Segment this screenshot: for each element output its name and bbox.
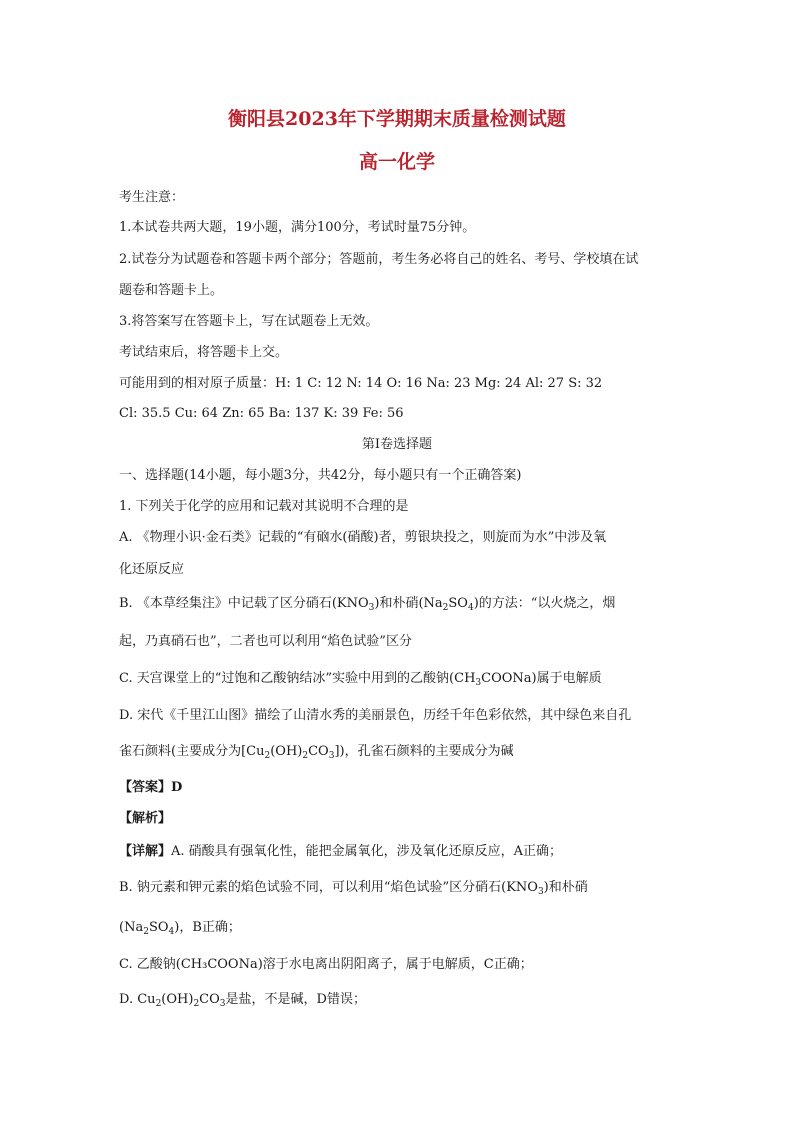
- notice-line-2a: 2.试卷分为试题卷和答题卡两个部分；答题前，考生务必将自己的姓名、考号、学校填在试: [119, 252, 639, 267]
- exam-subject: 高一化学: [358, 151, 435, 173]
- question-stem: 1. 下列关于化学的应用和记载对其说明不合理的是: [119, 499, 409, 514]
- option-d-line-1: D. 宋代《千里江山图》描绘了山清水秀的美丽景色，历经千年色彩依然，其中绿色来自孔: [119, 708, 632, 723]
- detail-line-b2: $(Na_2SO_4)$，B正确；: [119, 920, 241, 937]
- detail-line-c: C. 乙酸钠(CH₃COONa)溶于水电离出阴阳离子，属于电解质，C正确；: [119, 957, 533, 972]
- option-d-line-2: 雀石颜料(主要成分为$[Cu_2(OH)_2CO_3]$)，孔雀石颜料的主要成分为碱: [119, 744, 514, 761]
- notice-line-2b: 题卷和答题卡上。: [119, 283, 224, 298]
- option-a-line-1: A. 《物理小识·金石类》记载的“有硇水(硝酸)者，剪银块投之，则旋而为水”中涉及氧: [119, 530, 607, 545]
- option-b-line-1: B. 《本草经集注》中记载了区分硝石$(KNO_3)$和朴硝$(Na_2SO_4)$的方法：“以火烧之，烟: [119, 596, 616, 613]
- atomic-mass-line-1: 可能用到的相对原子质量：H: 1 C: 12 N: 14 O: 16 Na: 23 Mg: 24 Al: 27 S: 32: [119, 376, 603, 391]
- answer-label: 【答案】D: [119, 780, 183, 795]
- analysis-label: 【解析】: [119, 811, 172, 826]
- notice-heading: 考生注意：: [119, 190, 185, 205]
- option-c: C. 天宫课堂上的“过饱和乙酸钠结冰”实验中用到的乙酸钠$(CH_3COONa)$属于电解质: [119, 671, 602, 688]
- volume-heading: 第Ⅰ卷选择题: [361, 437, 433, 452]
- atomic-mass-line-2: Cl: 35.5 Cu: 64 Zn: 65 Ba: 137 K: 39 Fe: 56: [119, 406, 404, 421]
- notice-line-1: 1.本试卷共两大题，19小题，满分100分，考试时量75分钟。: [119, 220, 476, 235]
- exam-title: 衡阳县2023年下学期期末质量检测试题: [228, 108, 566, 130]
- notice-line-4: 考试结束后，将答题卡上交。: [119, 345, 289, 360]
- detail-line-b: B. 钠元素和钾元素的焰色试验不同，可以利用“焰色试验”区分硝石$(KNO_3)$和朴硝: [119, 880, 588, 897]
- option-b-line-2: 起，乃真硝石也”，二者也可以利用“焰色试验”区分: [119, 634, 412, 649]
- detail-line-d: D. $Cu_2(OH)_2CO_3$是盐，不是碱，D错误；: [119, 992, 366, 1009]
- detail-line-a: 【详解】A. 硝酸具有强氧化性，能把金属氧化，涉及氧化还原反应，A正确；: [119, 844, 563, 859]
- notice-line-3: 3.将答案写在答题卡上，写在试题卷上无效。: [119, 314, 379, 329]
- section-heading: 一、选择题(14小题，每小题3分，共42分，每小题只有一个正确答案): [119, 468, 522, 483]
- option-a-line-2: 化还原反应: [119, 562, 185, 577]
